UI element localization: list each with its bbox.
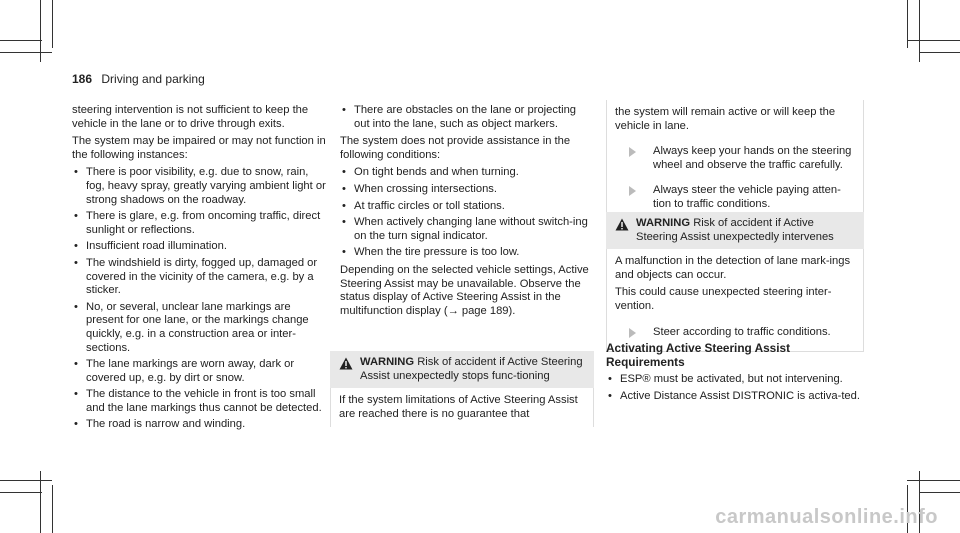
column-3-section xyxy=(606,341,864,407)
arrow-right-icon xyxy=(629,328,636,338)
list-item: • There are obstacles on the lane or projecting out into the lane, such as object markers. xyxy=(340,104,592,131)
action-text: Always steer the vehicle paying atten-tion to traffic conditions. xyxy=(653,184,841,210)
warning-title: Risk of accident if Active Steering Assist unexpectedly intervenes xyxy=(636,217,834,243)
warning-label: WARNING xyxy=(636,217,691,229)
crop-mark xyxy=(907,480,960,481)
list-item: • The lane markings are worn away, dark or covered up, e.g. by dirt or snow. xyxy=(72,358,328,385)
paragraph: The system may be impaired or may not function in the following instances: xyxy=(72,135,326,161)
warning-title: Risk of accident if Active Steering Assist unexpectedly stops func-tioning xyxy=(360,356,583,382)
paragraph: Depending on the selected vehicle settings, Active Steering Assist may be unavailable. Observe the status display of Active Steering Assist in the multifunction display (→ page 189). xyxy=(340,263,589,317)
crop-mark xyxy=(907,40,960,41)
page-header xyxy=(72,72,205,86)
list-item: • The road is narrow and winding. xyxy=(72,418,328,432)
warning-box xyxy=(606,212,864,352)
list-item: • The windshield is dirty, fogged up, damaged or covered in the vicinity of the camera, e.g. by a sticker. xyxy=(72,257,328,298)
watermark: carmanualsonline.info xyxy=(715,506,938,528)
warning-triangle-icon xyxy=(615,218,629,231)
list-item: • ESP® must be activated, but not intervening. xyxy=(606,373,864,387)
list-item: • Active Distance Assist DISTRONIC is activa-ted. xyxy=(606,390,864,404)
list-item: • When the tire pressure is too low. xyxy=(340,246,592,260)
list-item: • No, or several, unclear lane markings are present for one lane, or the markings change quickly, e.g. in a construction area or inter-sections. xyxy=(72,301,328,355)
paragraph: steering intervention is not sufficient to keep the vehicle in the lane or to drive through exits. xyxy=(72,104,309,130)
section-heading: Activating Active Steering Assist xyxy=(606,341,790,355)
list-item: • Insufficient road illumination. xyxy=(72,240,328,254)
crop-mark xyxy=(0,40,42,41)
paragraph: the system will remain active or will keep the vehicle in lane. xyxy=(615,106,836,132)
subheading: Requirements xyxy=(606,355,685,369)
crop-mark xyxy=(52,0,53,48)
list-item: • There is glare, e.g. from oncoming traffic, direct sunlight or reflections. xyxy=(72,210,328,237)
warning-box xyxy=(330,351,594,427)
action-item xyxy=(615,145,855,172)
list-item: • On tight bends and when turning. xyxy=(340,166,592,180)
action-item xyxy=(615,326,855,340)
warning-box-continued xyxy=(606,100,864,225)
warning-header xyxy=(606,212,864,249)
crop-mark xyxy=(0,492,42,493)
paragraph: This could cause unexpected steering inter-vention. xyxy=(615,286,832,312)
list-item: • There is poor visibility, e.g. due to snow, rain, fog, heavy spray, greatly varying ambient light or strong shadows on the roadway. xyxy=(72,166,328,207)
warning-body: If the system limitations of Active Steering Assist are reached there is no guarantee that xyxy=(330,388,594,427)
crop-mark xyxy=(0,480,52,481)
paragraph: The system does not provide assistance in the following conditions: xyxy=(340,135,571,161)
crop-mark xyxy=(52,485,53,533)
bullet-list xyxy=(340,166,592,260)
bullet-list xyxy=(606,373,864,403)
warning-body xyxy=(606,100,864,225)
page-number: 186 xyxy=(72,72,93,86)
warning-triangle-icon xyxy=(339,357,353,370)
warning-body xyxy=(606,249,864,352)
warning-label: WARNING xyxy=(360,356,415,368)
section-title: Driving and parking xyxy=(101,72,205,86)
action-text: Steer according to traffic conditions. xyxy=(653,325,831,338)
crop-mark xyxy=(919,52,960,53)
warning-header xyxy=(330,351,594,388)
crop-mark xyxy=(919,492,960,493)
arrow-right-icon xyxy=(629,186,636,196)
bullet-list xyxy=(72,166,328,432)
crop-mark xyxy=(0,52,52,53)
column-2 xyxy=(340,104,592,322)
list-item: • When actively changing lane without switch-ing on the turn signal indicator. xyxy=(340,216,592,243)
list-item: • At traffic circles or toll stations. xyxy=(340,200,592,214)
list-item: • When crossing intersections. xyxy=(340,183,592,197)
action-text: Always keep your hands on the steering wheel and observe the traffic carefully. xyxy=(653,145,852,171)
action-item xyxy=(615,184,855,211)
arrow-right-icon xyxy=(629,147,636,157)
bullet-list xyxy=(340,104,592,131)
list-item: • The distance to the vehicle in front is too small and the lane markings thus cannot be detected. xyxy=(72,388,328,415)
paragraph: A malfunction in the detection of lane mark-ings and objects can occur. xyxy=(615,255,851,281)
column-1 xyxy=(72,104,328,436)
